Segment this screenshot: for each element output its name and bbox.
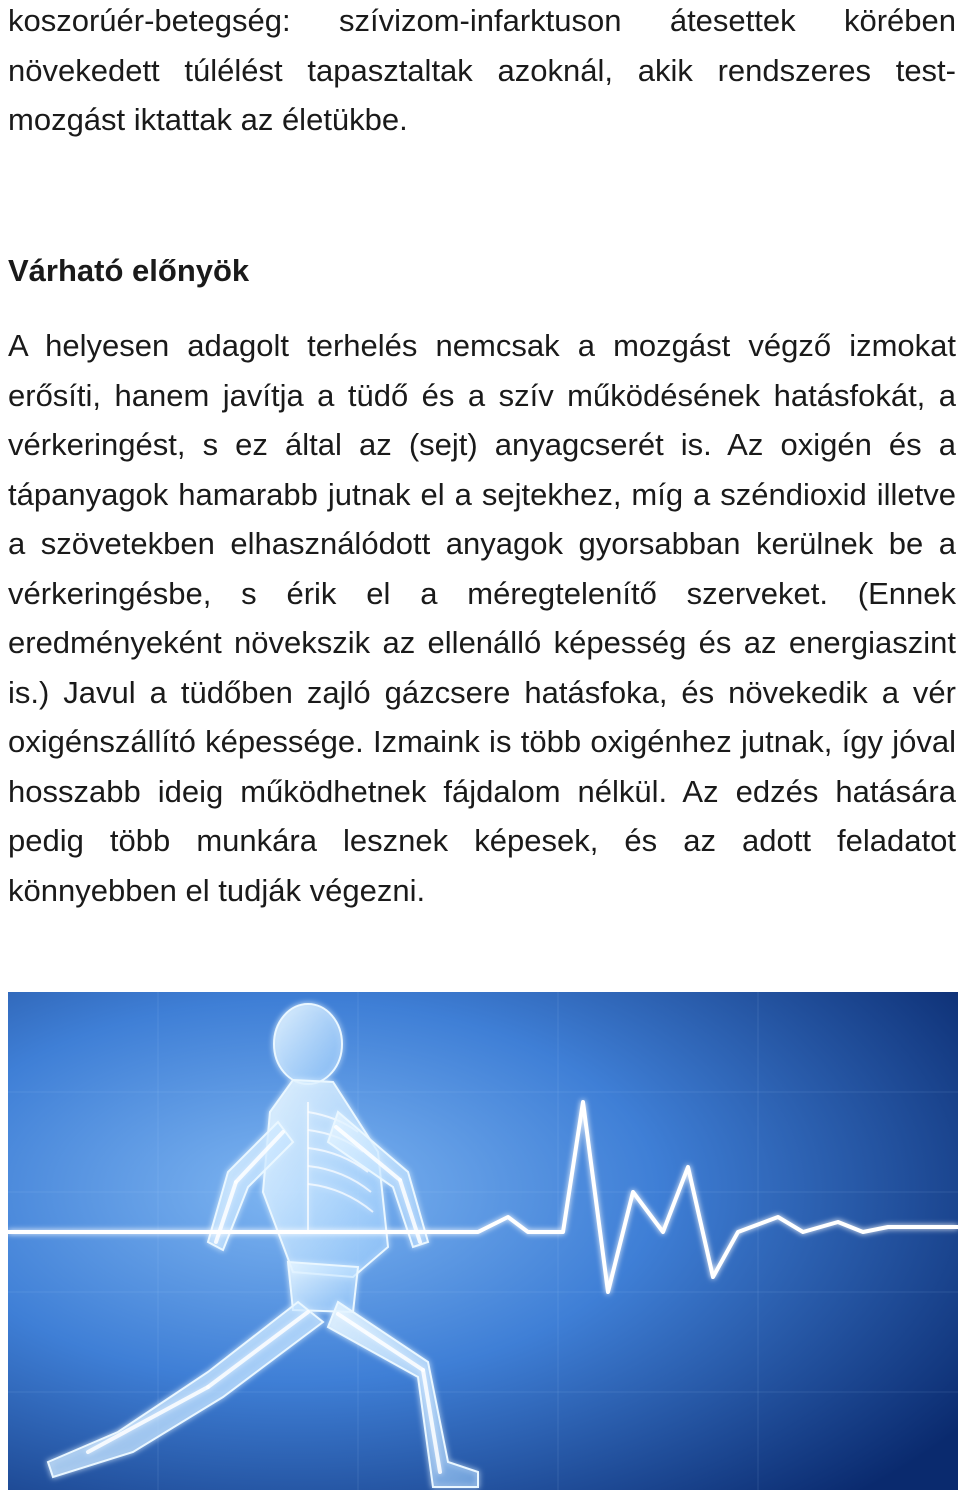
running-skeleton-illustration: [8, 992, 958, 1490]
illustration-svg: [8, 992, 958, 1490]
intro-paragraph: koszorúér-betegség: szívizom-infarktuson átesettek körében növekedett túlélést tapasztaltak azoknál, akik rendszeres test-mozgást iktattak az életükbe.: [8, 3, 956, 137]
section-heading: Várható előnyök: [8, 253, 250, 288]
section-body-paragraph: A helyesen adagolt terhelés nemcsak a mozgást végző izmokat erősíti, hanem javítja a tüdő és a szív működésének hatásfokát, a vérkeringést, s ez által az (sejt) anyagcserét is. Az oxigén és a tápanyagok hamarabb jutnak el a sejtekhez, míg a széndioxid illetve a szövetekben elhasználódott anyagok gyorsabban kerülnek be a vérkeringésbe, s érik el a méregtelenítő szerveket. (Ennek eredményeként növekszik az ellenálló képesség és az energiaszint is.) Javul a tüdőben zajló gázcsere hatásfoka, és növekedik a vér oxigénszállító képessége. Izmaink is több oxigénhez jutnak, így jóval hosszabb ideig működhetnek fájdalom nélkül. Az edzés hatására pedig több munkára lesznek képesek, és az adott feladatot könnyebben el tudják végezni.: [8, 328, 956, 908]
